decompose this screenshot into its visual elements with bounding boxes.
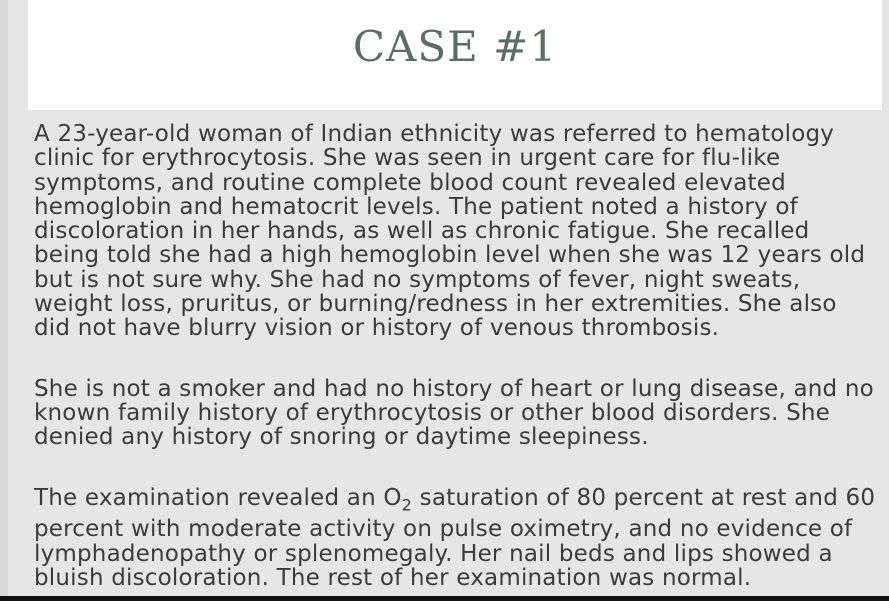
examination-paragraph — [34, 486, 880, 591]
slide-title: CASE #1 — [352, 22, 558, 71]
social-history-paragraph: She is not a smoker and had no history of heart or lung disease, and no known family history of erythrocytosis or other blood disorders. She denied any history of snoring or daytime sleepiness. — [34, 375, 874, 451]
case-history-paragraph: A 23-year-old woman of Indian ethnicity was referred to hematology clinic for erythrocytosis. She was seen in urgent care for flu-like symptoms, and routine complete blood count revealed elevated hemoglobin and hematocrit levels. The patient noted a history of discoloration in her hands, as well as chronic fatigue. She recalled being told she had a high hemoglobin level when she was 12 years old but is not sure why. She had no symptoms of fever, night sweats, weight loss, pruritus, or burning/redness in her extremities. She also did not have blurry vision or history of venous thrombosis. — [34, 121, 866, 342]
title-band — [28, 0, 882, 110]
exam-text-start: The examination revealed an O — [34, 484, 402, 511]
bottom-bar — [0, 596, 889, 601]
o2-subscript: 2 — [401, 495, 413, 515]
slide-left-edge — [0, 0, 8, 601]
slide-body — [34, 122, 880, 601]
exam-text-end: saturation of 80 percent at rest and 60 percent with moderate activity on pulse oximetry, and no evidence of lymphadenopathy or splenomegaly. Her nail beds and lips showed a bluish discoloration. The rest of her examination was normal. — [34, 484, 876, 592]
